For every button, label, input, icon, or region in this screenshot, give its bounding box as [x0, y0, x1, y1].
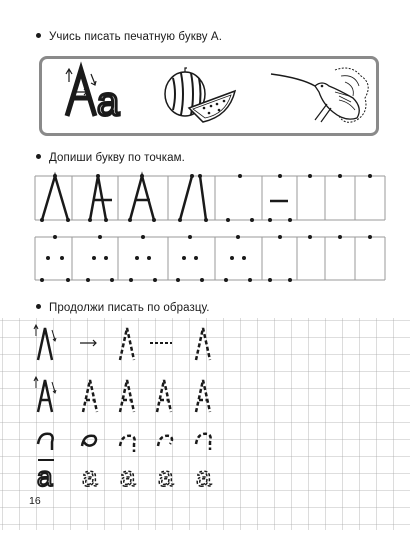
panel-art — [39, 56, 379, 136]
bullet-icon — [36, 304, 41, 309]
tracing-area — [0, 170, 410, 285]
instruction-continue — [36, 302, 210, 314]
instruction-continue-text: Продолжи писать по образцу. — [49, 302, 210, 314]
letter-a-upper-icon — [66, 69, 96, 116]
tracing-row-1 — [35, 176, 385, 220]
practice-a-1: a — [37, 461, 53, 492]
practice-a-4: a — [158, 461, 174, 492]
tracing-row-1-letters — [42, 176, 288, 220]
bullet-icon — [36, 154, 41, 159]
watermelon-icon — [165, 68, 235, 122]
panel-lowercase-a: a — [97, 80, 120, 124]
practice-grid — [0, 318, 410, 538]
practice-a-5: a — [196, 461, 212, 492]
tracing-row-2 — [35, 237, 385, 280]
practice-a-2: a — [82, 461, 98, 492]
bullet-icon — [36, 33, 41, 38]
instruction-learn — [36, 31, 222, 43]
page-number: 16 — [29, 495, 41, 507]
instruction-trace-text: Допиши букву по точкам. — [49, 152, 185, 164]
practice-a-3: a — [120, 461, 136, 492]
grid-cells — [0, 318, 410, 530]
tracing-row-2-dots — [40, 235, 372, 282]
instruction-learn-text: Учись писать печатную букву А. — [49, 31, 223, 43]
letter-a-lower-icon — [97, 80, 120, 124]
sandpiper-bird-icon — [271, 68, 368, 122]
instruction-trace — [36, 152, 185, 164]
